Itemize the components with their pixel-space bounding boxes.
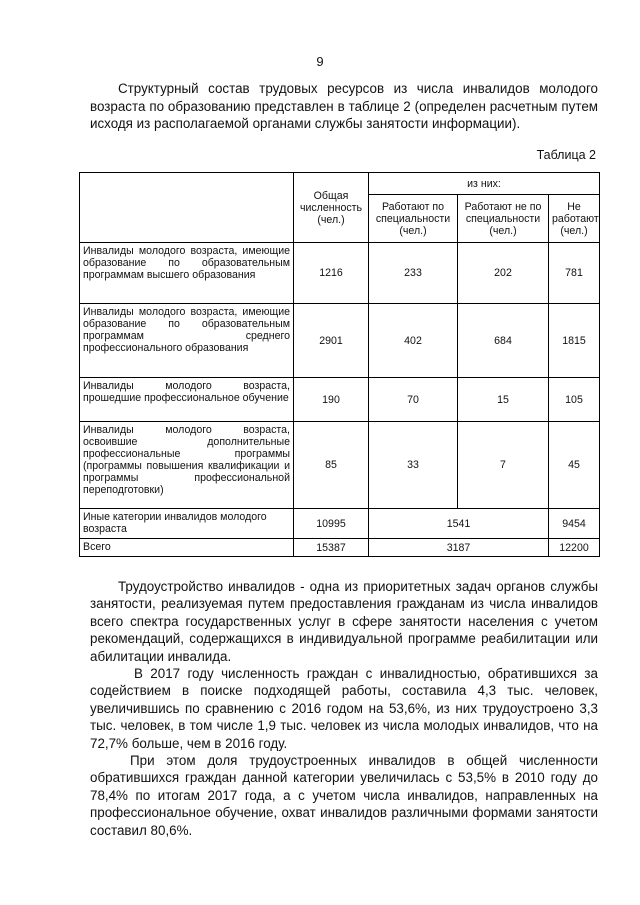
row-label: Иные категории инвалидов молодого возраста — [80, 509, 294, 539]
cell-specialty: 402 — [369, 304, 458, 378]
cell-not-working: 105 — [549, 378, 600, 422]
row-label: Инвалиды молодого возраста, освоившие дополнительные профессиональные программы (программы повышения квалификации и программы профессиональной переподготовки) — [80, 422, 294, 509]
cell-not-working: 781 — [549, 243, 600, 304]
cell-total: 15387 — [294, 539, 369, 557]
table-caption: Таблица 2 — [536, 148, 596, 162]
cell-not-specialty: 684 — [458, 304, 549, 378]
cell-total: 85 — [294, 422, 369, 509]
page-number: 9 — [316, 54, 324, 69]
cell-specialty: 33 — [369, 422, 458, 509]
cell-not-working: 45 — [549, 422, 600, 509]
cell-not-specialty: 7 — [458, 422, 549, 509]
table-row — [80, 509, 600, 539]
table-row — [80, 378, 600, 422]
table-row — [80, 304, 600, 378]
header-total: Общая численность (чел.) — [294, 173, 369, 243]
cell-not-specialty: 202 — [458, 243, 549, 304]
row-label: Всего — [80, 539, 294, 557]
header-col-specialty: Работают по специальности (чел.) — [369, 195, 458, 243]
cell-total: 2901 — [294, 304, 369, 378]
cell-specialty: 233 — [369, 243, 458, 304]
cell-specialty: 70 — [369, 378, 458, 422]
cell-working-combined: 1541 — [369, 509, 549, 539]
table-row — [80, 243, 600, 304]
row-label: Инвалиды молодого возраста, имеющие образование по образовательным программам среднего профессионального образования — [80, 304, 294, 378]
paragraph: При этом доля трудоустроенных инвалидов в общей численности обратившихся граждан данной категории увеличилась с 53,5% в 2010 году до 78,4% по итогам 2017 года, а с учетом числа инвалидов, направленных на профессиональное обучение, охват инвалидов различными формами занятости составил 80,6%. — [90, 753, 598, 838]
data-table — [79, 172, 600, 557]
row-label: Инвалиды молодого возраста, имеющие образование по образовательным программам высшего образования — [80, 243, 294, 304]
body-text — [90, 578, 598, 839]
cell-total: 10995 — [294, 509, 369, 539]
header-group: из них: — [369, 173, 600, 195]
header-empty-cell — [80, 173, 294, 243]
table-row — [80, 422, 600, 509]
table-row-total — [80, 539, 600, 557]
cell-not-working: 1815 — [549, 304, 600, 378]
cell-total: 1216 — [294, 243, 369, 304]
cell-not-working: 12200 — [549, 539, 600, 557]
header-col-not-specialty: Работают не по специальности (чел.) — [458, 195, 549, 243]
header-col-not-working: Не работают (чел.) — [549, 195, 600, 243]
intro-paragraph — [90, 80, 598, 133]
cell-total: 190 — [294, 378, 369, 422]
table-header-row-1 — [80, 173, 600, 195]
paragraph: Трудоустройство инвалидов - одна из приоритетных задач органов службы занятости, реализуемая путем предоставления гражданам из числа инвалидов всего спектра государственных услуг в сфере занятости населения с учетом рекомендаций, содержащихся в индивидуальной программе реабилитации или абилитации инвалида. — [90, 579, 598, 664]
cell-working-combined: 3187 — [369, 539, 549, 557]
paragraph: В 2017 году численность граждан с инвалидностью, обратившихся за содействием в поиске подходящей работы, составила 4,3 тыс. человек, увеличившись по сравнению с 2016 годом на 53,6%, из них трудоустроено 3,3 тыс. человек, в том числе 1,9 тыс. человек из числа молодых инвалидов, что на 72,7% больше, чем в 2016 году. — [90, 666, 598, 751]
row-label: Инвалиды молодого возраста, прошедшие профессиональное обучение — [80, 378, 294, 422]
intro-text: Структурный состав трудовых ресурсов из числа инвалидов молодого возраста по образованию представлен в таблице 2 (определен расчетным путем исходя из располагаемой органами службы занятости информации). — [90, 81, 598, 131]
cell-not-working: 9454 — [549, 509, 600, 539]
cell-not-specialty: 15 — [458, 378, 549, 422]
